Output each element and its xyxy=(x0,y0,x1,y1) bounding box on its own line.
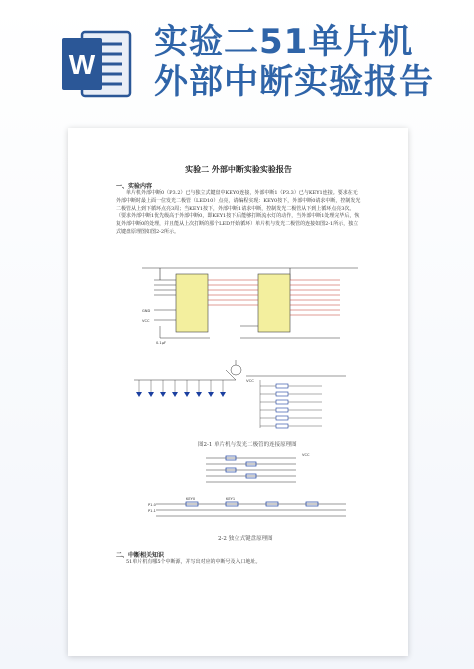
vcc-label-3: VCC xyxy=(302,453,310,457)
page-title xyxy=(154,22,434,102)
document-preview[interactable] xyxy=(68,128,408,656)
word-icon-letter: W xyxy=(68,49,96,80)
section-2 xyxy=(116,548,361,567)
figure-1-caption: 图2-1 单片机与发光二极管的连接原理图 xyxy=(198,442,297,448)
p11-label: P1.1 xyxy=(148,509,156,513)
keyboard-schematic xyxy=(146,448,366,528)
section-2-text: 51单片机有哪5个中断源，并写出对应的中断号及入口地址。 xyxy=(126,559,261,565)
chip-u1 xyxy=(176,274,208,332)
section-2-heading: 二、中断相关知识 xyxy=(116,552,165,559)
vcc-label-2: VCC xyxy=(246,378,254,383)
chip-u2 xyxy=(258,274,290,332)
mcu-latch-schematic xyxy=(140,260,360,350)
section-1-text: 单片机外部中断0（P3.2）已与独立式键盘中KEY0连接，外部中断1（P3.3）已与KEY1连接。要求在无外部中断时最上面一位发光二极管（LED10）点亮，请编程实现：KEY0按下，外部中断0请求中断，控制发光二极管从上到下循环点亮3周；当KEY1按下，外部中断1请求中断，控制发光二极管从下到上循环点亮3次。（要求外部中断1优先级高于外部中断0，即KEY1按下后能够打断流水灯的动作，当外部中断1处理完毕后，恢复外部中断0的处理，并且能从上次打断的那个LED开始循环）单片机与发光二极管的连接如图2-1所示，独立式键盘原理图如图2-2所示。 xyxy=(116,190,361,235)
title-line-2: 外部中断实验报告 xyxy=(154,62,434,102)
document-title: 实验二 外部中断实验实验报告 xyxy=(185,164,292,174)
gnd-label: GND xyxy=(142,309,151,313)
document-body xyxy=(116,164,361,237)
key0-label: KEY0 xyxy=(186,497,196,501)
page-header xyxy=(0,0,474,112)
key1-label: KEY1 xyxy=(226,497,236,501)
cap-label: 0.1μF xyxy=(156,341,167,345)
section-1-heading: 一、实验内容 xyxy=(116,183,153,190)
figure-2-caption: 2-2 独立式键盘原理图 xyxy=(218,536,273,542)
word-document-icon xyxy=(60,28,134,100)
vcc-label: VCC xyxy=(142,319,150,323)
title-line-1: 实验二51单片机 xyxy=(154,22,414,62)
led-resistor-schematic xyxy=(126,356,356,436)
p10-label: P1.0 xyxy=(148,503,156,507)
